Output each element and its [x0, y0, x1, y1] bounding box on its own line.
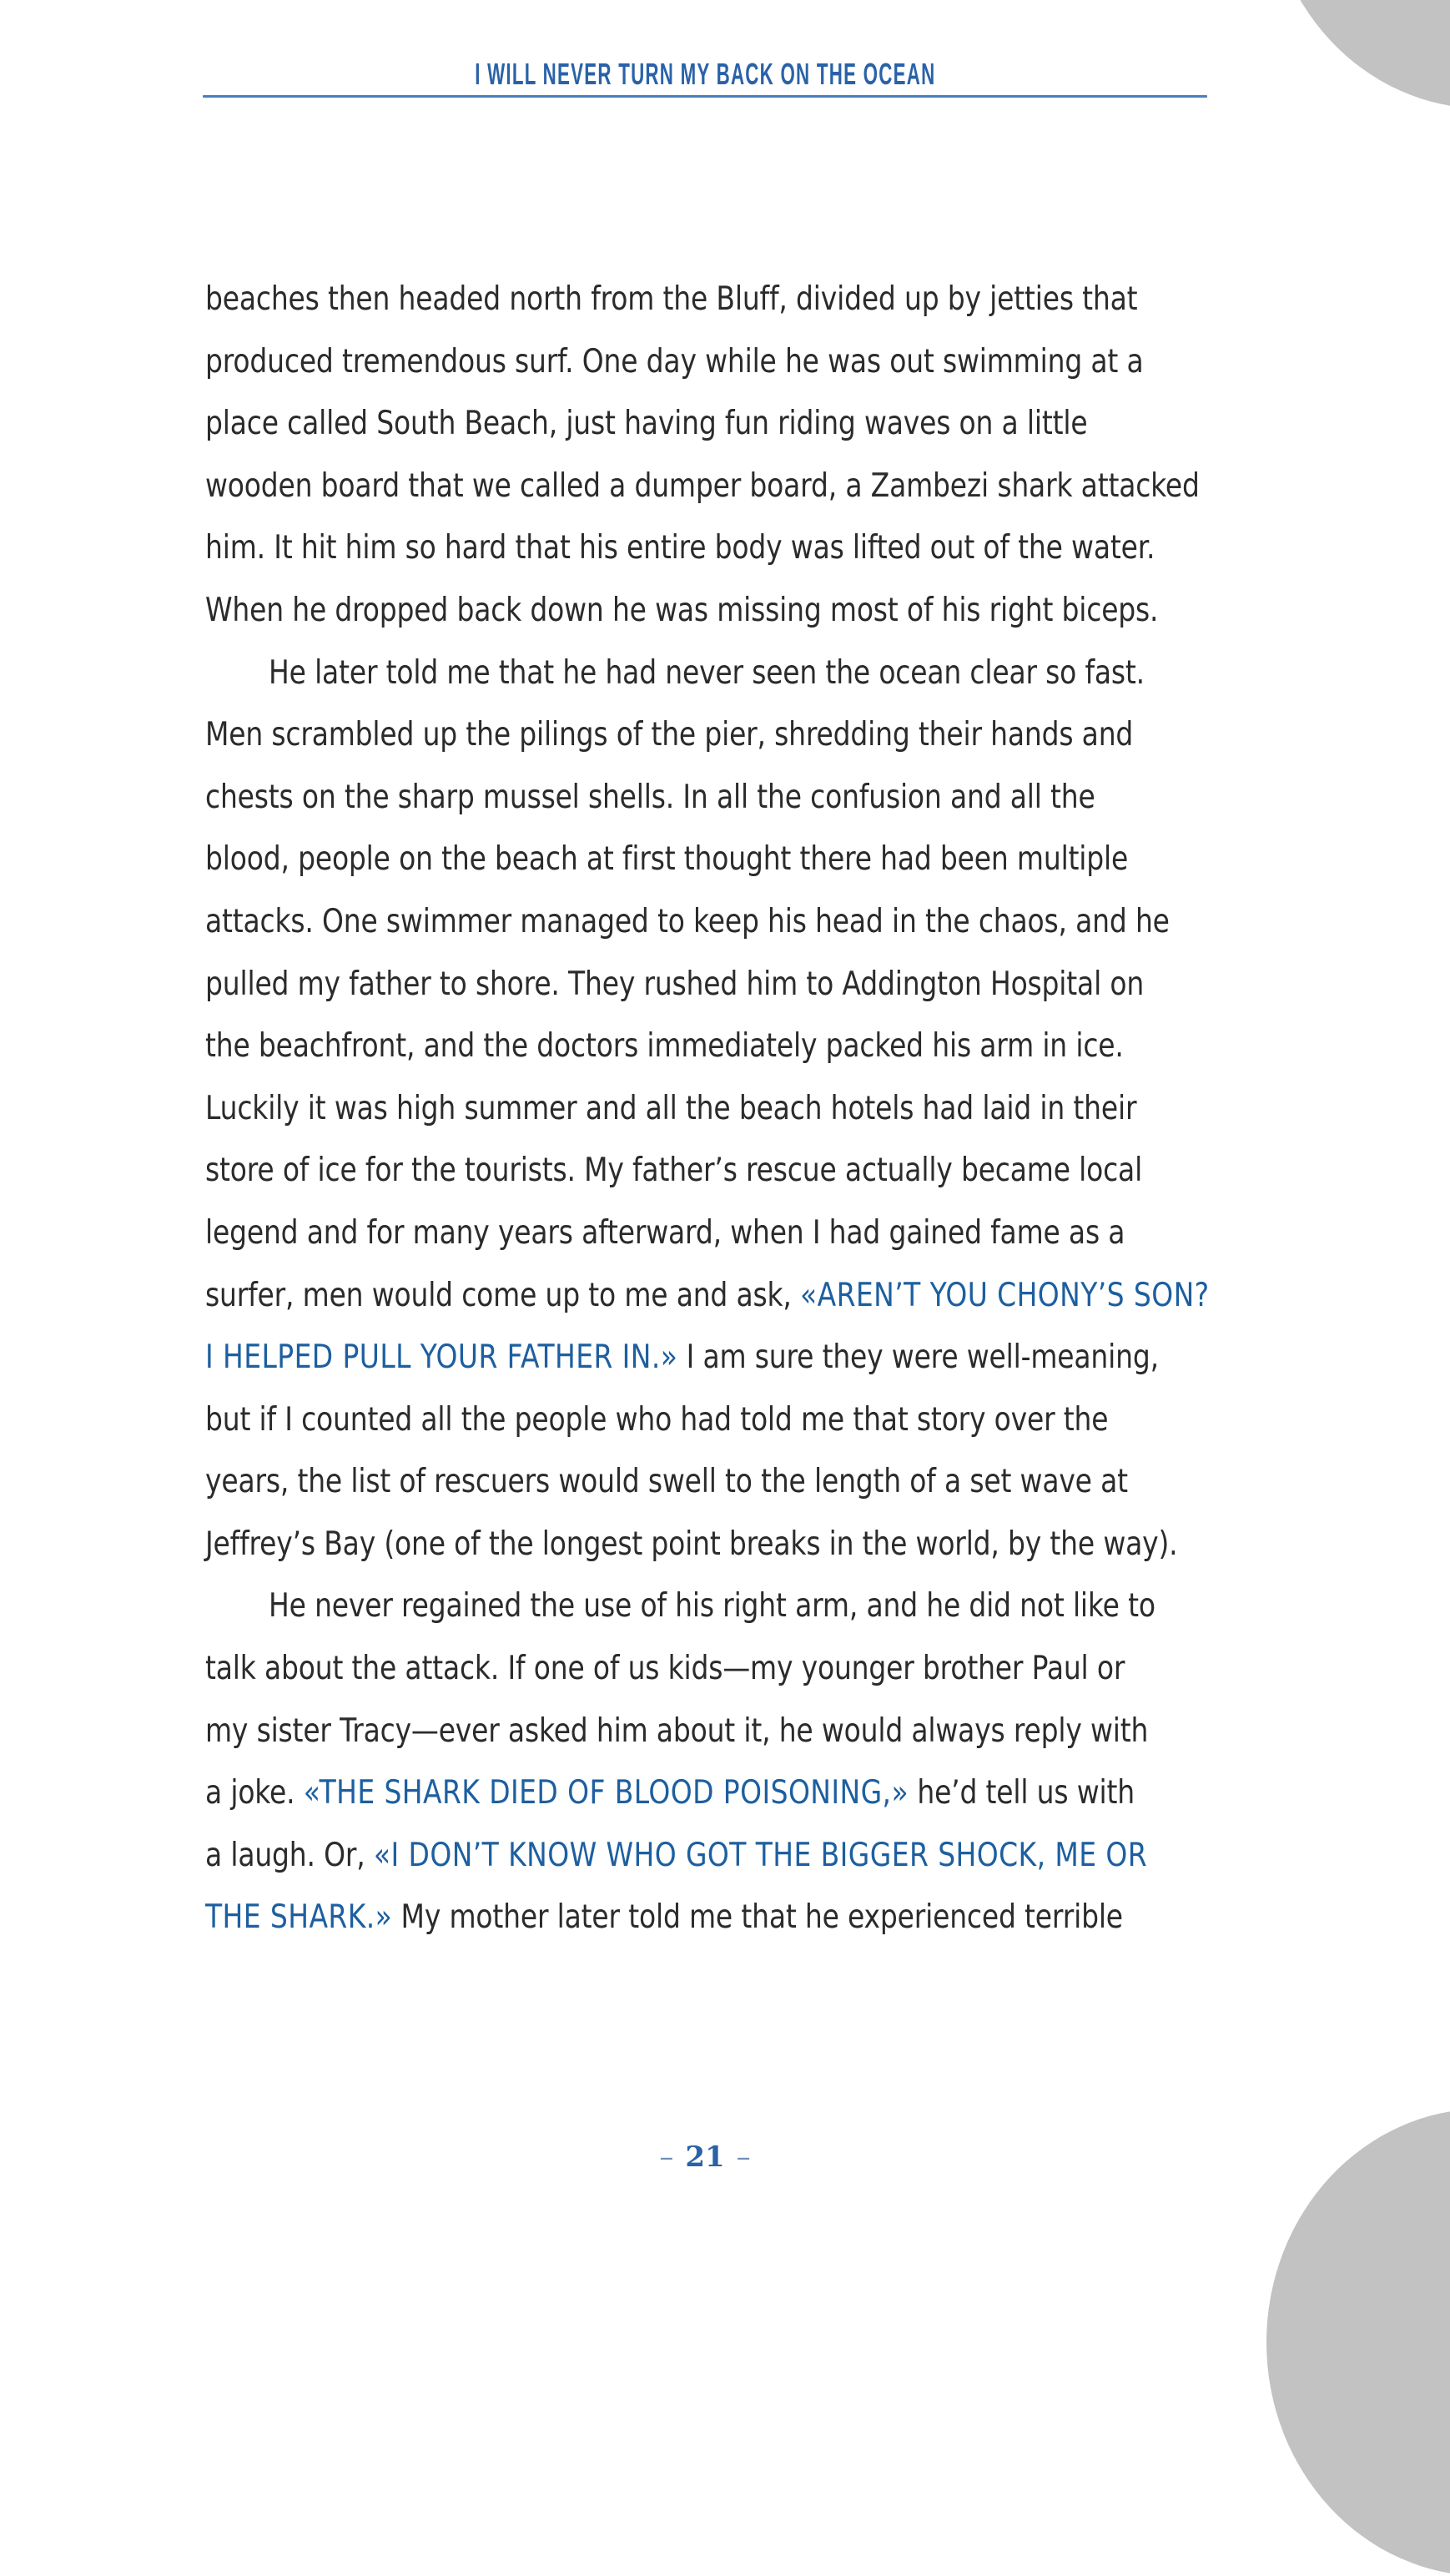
- line-text: the beachfront, and the doctors immediately packed his arm in ice.: [205, 1027, 1124, 1066]
- quoted-speech: «AREN’T YOU CHONY’S SON?: [800, 1276, 1210, 1314]
- page-number: [0, 2140, 1410, 2174]
- text-line: [205, 1140, 1143, 1202]
- text-line: [205, 1202, 1125, 1265]
- text-line: [205, 954, 1145, 1016]
- line-text: years, the list of rescuers would swell to the length of a set wave at: [205, 1463, 1128, 1501]
- text-line: [205, 1016, 1124, 1078]
- text-line: [205, 767, 1095, 829]
- text-line: [205, 580, 1159, 643]
- text-line: [205, 331, 1144, 394]
- folio-dash-right: –: [736, 2140, 751, 2174]
- line-text: a laugh. Or,: [205, 1836, 374, 1874]
- text-line: [205, 1389, 1109, 1452]
- line-text: pulled my father to shore. They rushed him to Addington Hospital on: [205, 965, 1145, 1003]
- line-text: wooden board that we called a dumper board, a Zambezi shark attacked: [205, 466, 1200, 505]
- line-text: My mother later told me that he experienced terrible: [392, 1898, 1123, 1937]
- text-line: [205, 1762, 1135, 1825]
- text-line: [205, 704, 1134, 767]
- text-line: [205, 1638, 1125, 1701]
- line-text: place called South Beach, just having fun riding waves on a little: [205, 405, 1088, 443]
- text-line: [205, 1451, 1128, 1514]
- page-number-value: 21: [685, 2140, 725, 2174]
- line-text: Men scrambled up the pilings of the pier, shredding their hands and: [205, 716, 1134, 754]
- line-text: He never regained the use of his right arm, and he did not like to: [269, 1587, 1155, 1626]
- body-text: [205, 269, 1219, 1949]
- quoted-speech: «THE SHARK DIED OF BLOOD POISONING,»: [303, 1774, 909, 1812]
- running-head-title: I WILL NEVER TURN MY BACK ON THE OCEAN: [474, 57, 936, 91]
- page-curl-top-right: [1266, 0, 1450, 108]
- line-text: chests on the sharp mussel shells. In all the confusion and all the: [205, 778, 1095, 816]
- text-line: [205, 456, 1200, 518]
- text-line: [205, 1701, 1149, 1763]
- line-text: surfer, men would come up to me and ask,: [205, 1276, 801, 1314]
- text-line: [205, 1887, 1123, 1949]
- header-rule: [203, 95, 1207, 98]
- text-line: [205, 1327, 1159, 1389]
- text-line: [205, 1265, 1210, 1328]
- line-text: I am sure they were well-meaning,: [677, 1338, 1159, 1377]
- line-text: Jeffrey’s Bay (one of the longest point breaks in the world, by the way).: [205, 1525, 1178, 1563]
- text-line: [205, 829, 1129, 891]
- line-text: talk about the attack. If one of us kids—my younger brother Paul or: [205, 1650, 1125, 1688]
- text-line: [205, 1825, 1148, 1888]
- line-text: legend and for many years afterward, when I had gained fame as a: [205, 1213, 1125, 1252]
- text-line: [205, 393, 1088, 456]
- line-text: a joke.: [205, 1774, 304, 1812]
- text-line: [205, 1514, 1178, 1576]
- text-line: [205, 517, 1155, 580]
- line-text: store of ice for the tourists. My father’s rescue actually became local: [205, 1152, 1143, 1190]
- line-text: my sister Tracy—ever asked him about it, he would always reply with: [205, 1711, 1149, 1750]
- line-text: When he dropped back down he was missing most of his right biceps.: [205, 591, 1159, 629]
- text-line: [205, 891, 1170, 954]
- quoted-speech: THE SHARK.»: [205, 1898, 393, 1937]
- page-curl-bottom-right: [1266, 2109, 1450, 2576]
- line-text: attacks. One swimmer managed to keep his head in the chaos, and he: [205, 902, 1170, 940]
- folio-dash-left: –: [659, 2140, 674, 2174]
- line-text: Luckily it was high summer and all the beach hotels had laid in their: [205, 1089, 1137, 1127]
- line-text: produced tremendous surf. One day while he was out swimming at a: [205, 342, 1144, 381]
- line-text: He later told me that he had never seen the ocean clear so fast.: [269, 653, 1145, 692]
- paragraph-start-line: [205, 1575, 1155, 1638]
- text-line: [205, 269, 1138, 331]
- text-line: [205, 1078, 1137, 1141]
- running-head: [203, 58, 1207, 90]
- paragraph-start-line: [205, 643, 1145, 705]
- line-text: but if I counted all the people who had told me that story over the: [205, 1400, 1109, 1439]
- line-text: him. It hit him so hard that his entire body was lifted out of the water.: [205, 529, 1155, 567]
- line-text: blood, people on the beach at first thought there had been multiple: [205, 840, 1129, 879]
- line-text: beaches then headed north from the Bluff, divided up by jetties that: [205, 280, 1138, 318]
- quoted-speech: I HELPED PULL YOUR FATHER IN.»: [205, 1338, 678, 1377]
- quoted-speech: «I DON’T KNOW WHO GOT THE BIGGER SHOCK, ME OR: [373, 1836, 1148, 1874]
- line-text: he’d tell us with: [909, 1774, 1135, 1812]
